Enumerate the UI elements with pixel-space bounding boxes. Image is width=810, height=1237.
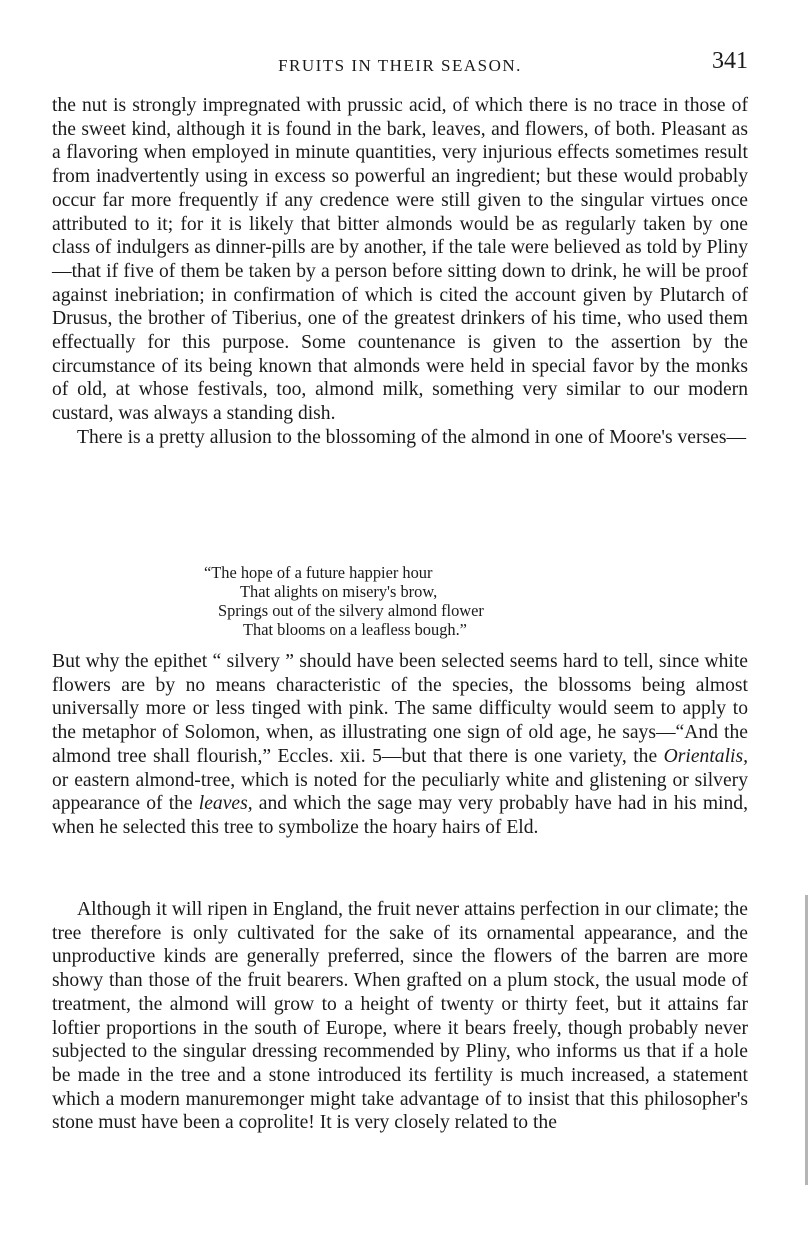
page-edge-shadow: [805, 895, 808, 1185]
page-number: 341: [712, 48, 748, 74]
orientalis-italic: Orientalis,: [663, 745, 748, 767]
leaves-italic: leaves,: [198, 793, 253, 815]
page-header: [52, 48, 748, 82]
paragraph-prussic-acid: the nut is strongly impregnated with prussic acid, of which there is no trace in those of the sweet kind, although it is found in the bark, leaves, and flowers, of both. Pleasant as a flavoring when employed in minute quantities, very injurious effects sometimes result from inadvertently using in excess so powerful an ingredient; but these would probably occur far more frequently if any credence were still given to the singular virtues once attributed to it; for it is likely that bitter almonds would be as regularly taken by one class of indulgers as dinner-pills are by another, if the tale were believed as told by Pliny—that if five of them be taken by a person before sitting down to drink, he will be proof against inebriation; in confirmation of which is cited the account given by Plutarch of Drusus, the brother of Tiberius, one of the greatest drinkers of his time, who used them effectually for this purpose. Some countenance is given to the assertion by the circumstance of its being known that almonds were held in special favor by the monks of old, at whose festivals, too, almond milk, something very similar to our modern custard, was always a standing dish.: [52, 95, 748, 425]
text-block-1: [52, 94, 748, 450]
paragraph-england: Although it will ripen in England, the fruit never attains perfection in our climate; the tree therefore is only cultivated for the sake of its ornamental appearance, and the unproductive kinds are generally preferred, since the flowers of the barren are more showy than those of the fruit bearers. When grafted on a plum stock, the usual mode of treatment, the almond will grow to a height of twenty or thirty feet, but it attains far loftier proportions in the south of Europe, where it bears freely, though probably never subjected to the singular dressing recommended by Pliny, who informs us that if a hole be made in the tree and a stone introduced its fertility is much increased, a statement which a modern manuremonger might take advantage of to insist that this philosopher's stone must have been a coprolite! It is very closely related to the: [52, 899, 748, 1134]
poem-line-3: Springs out of the silvery almond flower: [218, 601, 484, 620]
running-title: FRUITS IN THEIR SEASON.: [278, 56, 522, 75]
paragraph-silvery-start: But why the epithet “ silvery ” should have been selected seems hard to tell, since white flowers are by no means characteristic of the species, the blossoms being almost universally more or less tinged with pink. The same difficulty would seem to apply to the metaphor of Solomon, when, as illustrating one sign of old age, he says—“And the almond tree shall flourish,” Eccles. xii. 5—but that there is one variety, the: [52, 651, 748, 767]
text-block-2: [52, 650, 748, 840]
paragraph-silvery: [52, 650, 748, 840]
poem-line-1: “The hope of a future happier hour: [204, 563, 433, 582]
paragraph-moore-intro: There is a pretty allusion to the blossoming of the almond in one of Moore's verses—: [77, 426, 747, 448]
text-block-3: [52, 898, 748, 1135]
paragraph-silvery-end: and which the sage may very probably have had in his mind, when he selected this tree to symbolize the hoary hairs of Eld.: [52, 793, 748, 838]
poem-quote: [0, 563, 810, 639]
poem-line-4: That blooms on a leafless bough.”: [243, 620, 467, 639]
poem-line-2: That alights on misery's brow,: [240, 582, 438, 601]
paragraph-silvery-middle: or eastern almond-tree, which is noted for the peculiarly white and glistening or silvery appearance of the: [52, 769, 748, 815]
